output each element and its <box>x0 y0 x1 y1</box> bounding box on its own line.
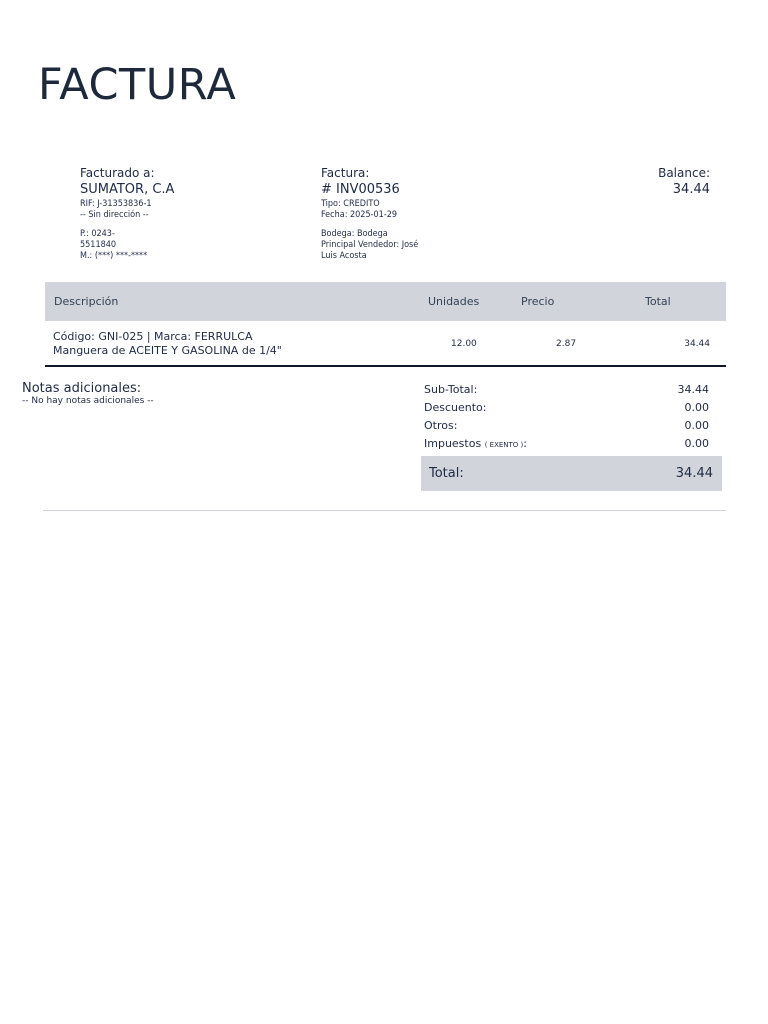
taxes-label-group <box>424 437 527 450</box>
invoice-warehouse: Bodega: Bodega <box>321 229 388 239</box>
total-value: 34.44 <box>675 466 713 481</box>
others-row <box>421 416 722 434</box>
taxes-colon: : <box>523 436 527 450</box>
customer-rif: RIF: J-31353836-1 <box>80 199 152 209</box>
total-label: Total: <box>429 466 464 481</box>
notes-text: -- No hay notas adicionales -- <box>22 396 154 406</box>
others-value: 0.00 <box>684 418 709 432</box>
bill-to-section <box>80 166 280 262</box>
item-code: Código: GNI-025 | Marca: FERRULCA <box>53 330 253 343</box>
customer-address: -- Sin dirección -- <box>80 210 149 220</box>
notes-section <box>22 381 154 406</box>
bill-to-label: Facturado a: <box>80 166 155 180</box>
table-bottom-border <box>45 365 726 367</box>
others-label: Otros: <box>424 418 458 432</box>
invoice-label: Factura: <box>321 166 370 180</box>
subtotal-row <box>421 380 722 398</box>
invoice-seller-cont: Luis Acosta <box>321 251 367 261</box>
table-row <box>45 321 726 366</box>
col-description: Descripción <box>54 295 119 308</box>
taxes-exempt-note: ( EXENTO ) <box>484 440 524 449</box>
col-units: Unidades <box>428 295 480 308</box>
row-total: 34.44 <box>684 338 710 349</box>
table-header-row <box>45 282 726 321</box>
page-title: FACTURA <box>38 60 237 110</box>
col-total: Total <box>645 295 671 308</box>
row-units: 12.00 <box>451 338 477 349</box>
customer-mobile: M.: (***) ***-**** <box>80 251 148 261</box>
row-price: 2.87 <box>556 338 577 349</box>
notes-title: Notas adicionales: <box>22 381 142 396</box>
summary-section <box>421 380 722 491</box>
customer-phone: P.: 0243- <box>80 229 115 239</box>
invoice-date: Fecha: 2025-01-29 <box>321 210 398 220</box>
row-description <box>45 321 427 366</box>
footer-divider <box>43 510 726 511</box>
balance-label: Balance: <box>658 166 710 180</box>
item-name: Manguera de ACEITE Y GASOLINA de 1/4" <box>53 344 282 357</box>
discount-value: 0.00 <box>684 400 709 414</box>
invoice-section <box>321 166 461 262</box>
balance-value: 34.44 <box>672 182 710 197</box>
invoice-seller: Principal Vendedor: José <box>321 240 419 250</box>
customer-phone-cont: 5511840 <box>80 240 117 250</box>
items-table <box>45 282 726 366</box>
balance-section <box>658 166 710 197</box>
invoice-type: Tipo: CREDITO <box>321 199 380 209</box>
discount-label: Descuento: <box>424 400 487 414</box>
col-price: Precio <box>521 295 555 308</box>
total-row <box>421 456 722 491</box>
subtotal-value: 34.44 <box>677 382 709 396</box>
subtotal-label: Sub-Total: <box>424 382 478 396</box>
taxes-value: 0.00 <box>684 436 709 450</box>
customer-name: SUMATOR, C.A <box>80 182 175 197</box>
taxes-label: Impuestos <box>424 436 482 450</box>
invoice-number: # INV00536 <box>321 182 400 197</box>
taxes-row <box>421 434 722 452</box>
discount-row <box>421 398 722 416</box>
